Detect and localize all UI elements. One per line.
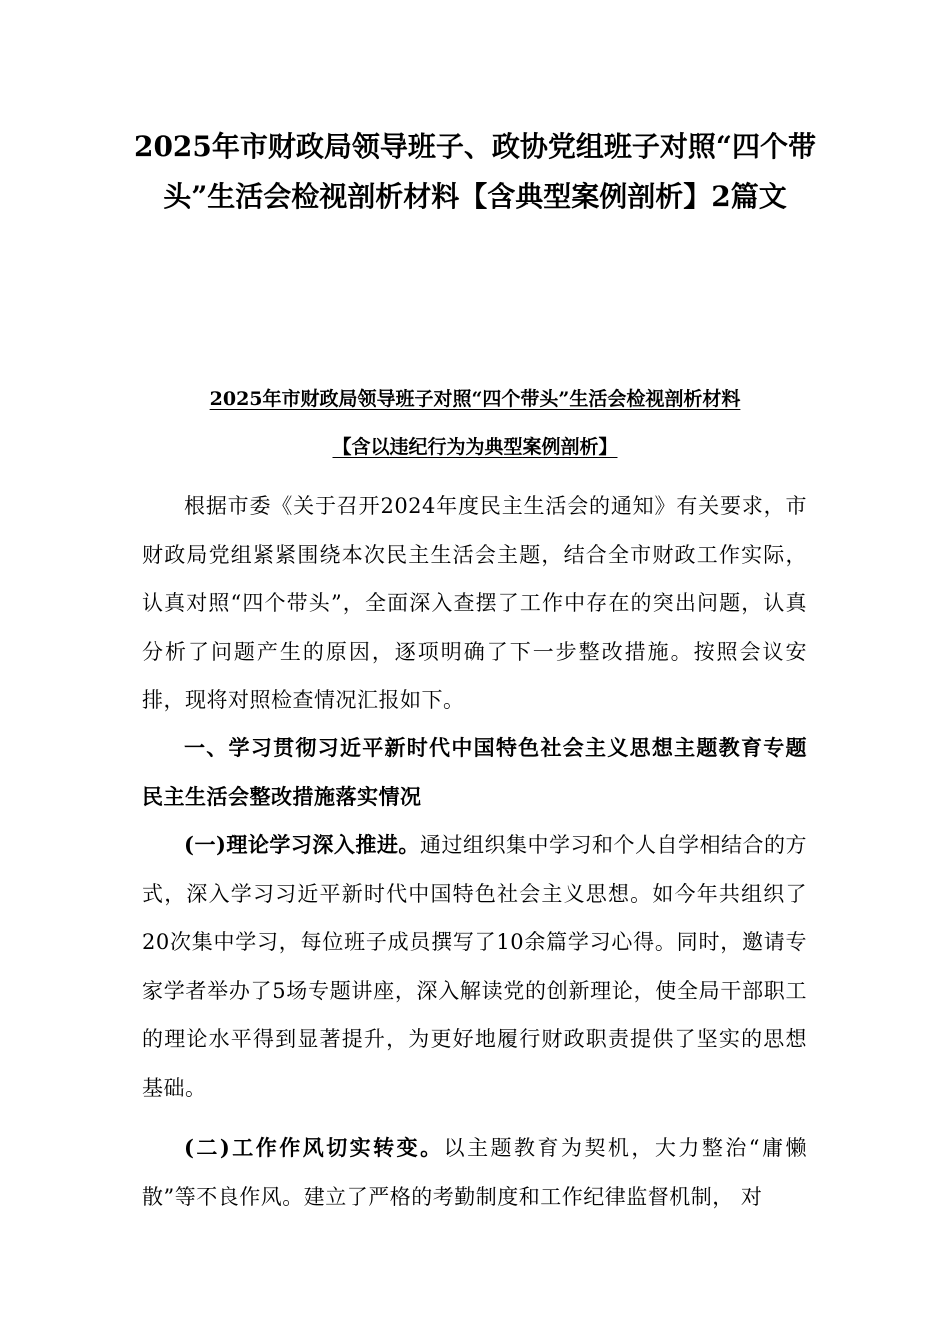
section-heading-1: 一、学习贯彻习近平新时代中国特色社会主义思想主题教育专题民主生活会整改措施落实情况 [142, 735, 807, 809]
subtitle-line2-text: 【含以违纪行为为典型案例剖析】 [332, 436, 618, 458]
document-main-title: 2025年市财政局领导班子、政协党组班子对照“四个带头”生活会检视剖析材料【含典型案例剖析】2篇文 [133, 130, 817, 213]
document-subtitle-line2 [80, 432, 870, 462]
section-item-2 [142, 1124, 807, 1221]
section-item-1 [142, 821, 807, 1112]
subtitle-line1-text: 2025年市财政局领导班子对照“四个带头”生活会检视剖析材料 [209, 388, 741, 410]
document-subtitle-line1 [80, 384, 870, 414]
item-1-lead: (一)理论学习深入推进。 [184, 832, 420, 857]
item-1-text: 通过组织集中学习和个人自学相结合的方式，深入学习习近平新时代中国特色社会主义思想。如今年共组织了20次集中学习，每位班子成员撰写了10余篇学习心得。同时，邀请专家学者举办了5场专题讲座，深入解读党的创新理论，使全局干部职工的理论水平得到显著提升，为更好地履行财政职责提供了坚实的思想基础。 [142, 833, 808, 1100]
item-2-text: 以主题教育为契机，大力整治“庸懒散”等不良作风。建立了严格的考勤制度和工作纪律监督机制， 对 [142, 1136, 807, 1209]
intro-paragraph: 根据市委《关于召开2024年度民主生活会的通知》有关要求，市财政局党组紧紧围绕本次民主生活会主题，结合全市财政工作实际，认真对照“四个带头”，全面深入查摆了工作中存在的突出问题，认真分析了问题产生的原因，逐项明确了下一步整改措施。按照会议安排，现将对照检查情况汇报如下。 [142, 494, 807, 712]
item-2-lead: (二)工作作风切实转变。 [184, 1135, 444, 1160]
